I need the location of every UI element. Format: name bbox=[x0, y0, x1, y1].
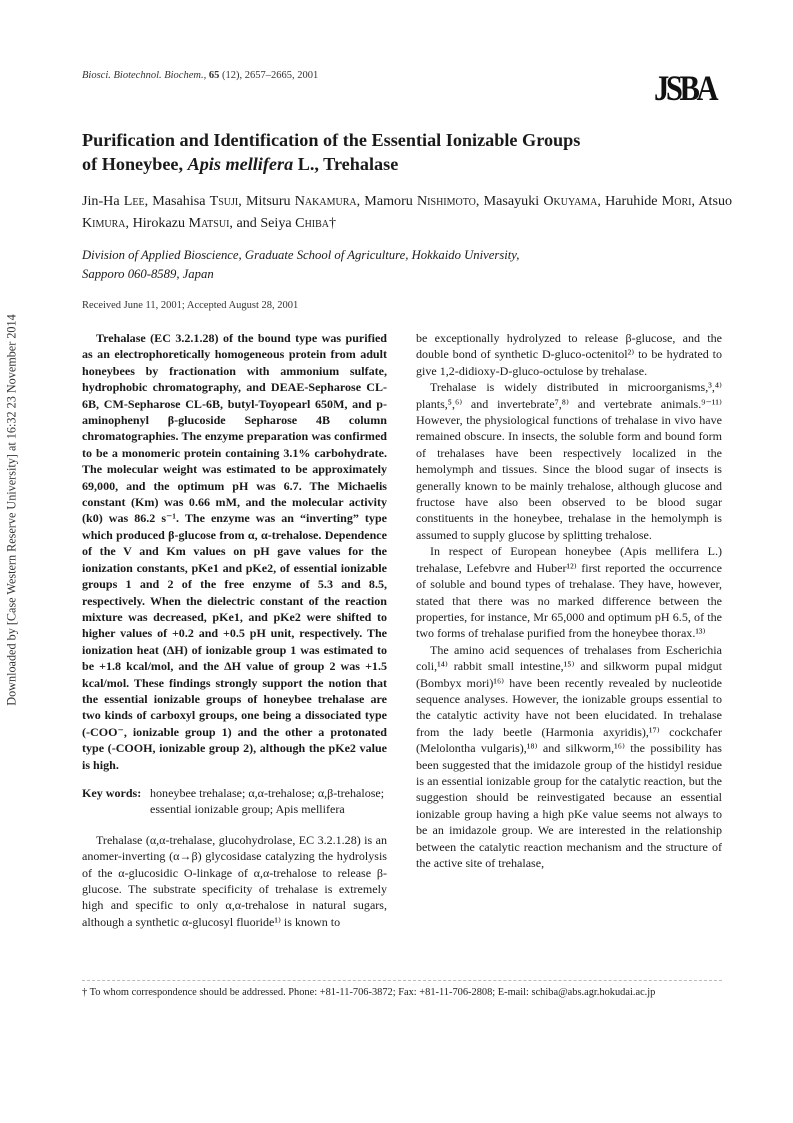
title-species: Apis mellifera bbox=[187, 154, 294, 174]
left-column bbox=[82, 330, 387, 930]
keywords bbox=[82, 785, 387, 818]
body-paragraph-4: The amino acid sequences of trehalases from Escherichia coli,¹⁴⁾ rabbit small intestine,¹⁵⁾ and silkworm pupal midgut (Bombyx mori)¹⁶⁾ have been recently revealed by nucleotide sequence analyses. However, the ionizable groups essential to the catalytic activity have not been elucidated. In trehalase from the lady beetle (Harmonia axyridis),¹⁷⁾ cockchafer (Melolontha vulgaris),¹⁸⁾ and silkworm,¹⁶⁾ the possibility has been suggested that the imidazole group of the histidyl residue is an essential ionizable group for the catalytic reaction, but the suggestion should be reinvestigated because an essential ionizable group having a high pKe value seems not always to be an imidazole group. We are interested in the relationship between the catalytic reaction mechanism and the structure of the active site of trehalase, bbox=[416, 642, 722, 870]
body-paragraph-2: Trehalase is widely distributed in microorganisms,³,⁴⁾ plants,⁵,⁶⁾ and invertebrate⁷,⁸⁾ and vertebrate animals.⁹⁻¹¹⁾ However, the physiological functions of trehalase in vivo have remained obscure. In insects, the soluble form and bound form of trehalases have been respectively localized in the hemolymph and tissues. Since the blood sugar of insects is generally known to be mainly trehalose, although glucose and fructose have also been observed to be blood sugar constituents in the honeybee, trehalase in the hemolymph is assumed to supply glucose by splitting trehalose. bbox=[416, 380, 722, 542]
title-line-1: Purification and Identification of the Essential Ionizable Groups bbox=[82, 130, 581, 150]
author-last-name: Nishimoto bbox=[417, 193, 476, 209]
author-last-name: Tsuji bbox=[209, 193, 239, 209]
keywords-label: Key words: bbox=[82, 785, 142, 800]
author-last-name: Mori bbox=[661, 193, 692, 209]
title-line-2b: L., Trehalase bbox=[293, 154, 399, 174]
author-separator: † bbox=[329, 215, 337, 231]
author-first-name: Hirokazu bbox=[132, 215, 189, 231]
author-last-name: Chiba bbox=[295, 215, 330, 231]
affiliation-line-2: Sapporo 060-8589, Japan bbox=[82, 267, 214, 281]
correspondence-footnote: † To whom correspondence should be addressed. Phone: +81-11-706-3872; Fax: +81-11-706-2808; E-mail: schiba@abs.agr.hokudai.ac.jp bbox=[82, 987, 656, 998]
journal-issue-pages: (12), 2657–2665, 2001 bbox=[221, 70, 319, 81]
title-line-2a: of Honeybee, bbox=[82, 154, 188, 174]
journal-name: Biosci. Biotechnol. Biochem., bbox=[82, 70, 207, 81]
author-last-name: Nakamura bbox=[294, 193, 357, 209]
affiliation-line-1: Division of Applied Bioscience, Graduate School of Agriculture, Hokkaido University, bbox=[82, 248, 520, 262]
author-last-name: Matsui bbox=[188, 215, 230, 231]
author-last-name: Kimura bbox=[82, 215, 126, 231]
intro-paragraph: Trehalase (α,α-trehalase, glucohydrolase, EC 3.2.1.28) is an anomer-inverting (α→β) glycosidase catalyzing the hydrolysis of the α-glucosidic O-linkage of α,α-trehalose to release β-glucose. The substrate specificity of trehalase is extremely high and specific to only α,α-trehalose in natural sugars, although a synthetic α-glucosyl fluoride¹⁾ is known to bbox=[82, 832, 387, 929]
author-last-name: Okuyama bbox=[543, 193, 598, 209]
author-separator: , bbox=[475, 193, 484, 209]
author-last-name: Lee bbox=[123, 193, 145, 209]
author-separator: , bbox=[144, 193, 153, 209]
body-paragraph-3: In respect of European honeybee (Apis mellifera L.) trehalase, Lefebvre and Huber¹²⁾ first reported the occurrence of soluble and bound types of trehalase. They have, however, stated that there was no marked difference between the properties, for instance, Mr 65,000 and optimum pH 6.5, of the two forms of trehalase purified from the honeybee thorax.¹³⁾ bbox=[416, 544, 722, 641]
author-first-name: Seiya bbox=[260, 215, 296, 231]
footnote-rule bbox=[82, 980, 722, 981]
keywords-text: honeybee trehalase; α,α-trehalose; α,β-trehalose; essential ionizable group; Apis mellifera bbox=[150, 785, 385, 817]
jsba-logo: JSBA bbox=[654, 68, 716, 108]
body-paragraph-1: be exceptionally hydrolyzed to release β-glucose, and the double bond of synthetic D-gluco-octenitol²⁾ to be hydrated to give 1,2-didioxy-D-gluco-octulose by trehalase. bbox=[416, 331, 722, 378]
right-column bbox=[416, 330, 722, 871]
author-first-name: Masayuki bbox=[483, 193, 544, 209]
affiliation bbox=[82, 246, 722, 284]
journal-citation bbox=[82, 70, 318, 81]
download-note-text: Downloaded by [Case Western Reserve University] at 16:32 23 November 2014 bbox=[4, 314, 19, 706]
author-first-name: Masahisa bbox=[152, 193, 210, 209]
author-separator: , bbox=[356, 193, 365, 209]
author-separator: , bbox=[125, 215, 133, 231]
author-list bbox=[82, 190, 732, 234]
download-note bbox=[3, 314, 21, 706]
author-separator: , bbox=[691, 193, 699, 209]
abstract: Trehalase (EC 3.2.1.28) of the bound type was purified as an electrophoretically homogeneous protein from adult honeybees by fractionation with ammonium sulfate, hydrophobic chromatography, and DEAE-Sepharose CL-6B, CM-Sepharose CL-6B, butyl-Toyopearl 650M, and p-aminophenyl β-glucoside Sepharose 4B column chromatographies. The enzyme preparation was confirmed to be a monomeric protein containing 3.1% carbohydrate. The molecular weight was estimated to be approximately 69,000, and the optimum pH was 6.7. The Michaelis constant (Km) was 0.66 mM, and the molecular activity (k0) was 86.2 s⁻¹. The enzyme was an “inverting” type which produced β-glucose from α, α-trehalose. Dependence of the V and Km values on pH gave values for the ionization constants, pKe1 and pKe2, of essential ionizable groups 1 and 2 of the free enzyme of 5.3 and 8.5, respectively. When the dielectric constant of the reaction mixture was decreased, pKe1, and pKe2 were shifted to higher values of +0.2 and +0.5 pH unit, respectively. The ionization heat (ΔH) of ionizable group 1 was estimated to be +1.8 kcal/mol, and the ΔH value of group 2 was +1.5 kcal/mol. These findings strongly support the notion that the essential ionizable groups of honeybee trehalase are two kinds of carboxyl groups, one being a dissociated type (-COO⁻, ionizable group 1) and the other a protonated type (-COOH, ionizable group 2), although the pKe2 value is high. bbox=[82, 331, 387, 772]
article-title bbox=[82, 128, 722, 176]
author-separator: , bbox=[238, 193, 246, 209]
author-first-name: Mitsuru bbox=[245, 193, 295, 209]
author-separator: , bbox=[597, 193, 606, 209]
author-separator: , and bbox=[229, 215, 261, 231]
author-first-name: Haruhide bbox=[605, 193, 662, 209]
received-dates: Received June 11, 2001; Accepted August 28, 2001 bbox=[82, 300, 299, 311]
author-first-name: Atsuo bbox=[698, 193, 733, 209]
journal-volume: 65 bbox=[208, 70, 220, 81]
author-first-name: Jin-Ha bbox=[82, 193, 124, 209]
author-first-name: Mamoru bbox=[364, 193, 417, 209]
